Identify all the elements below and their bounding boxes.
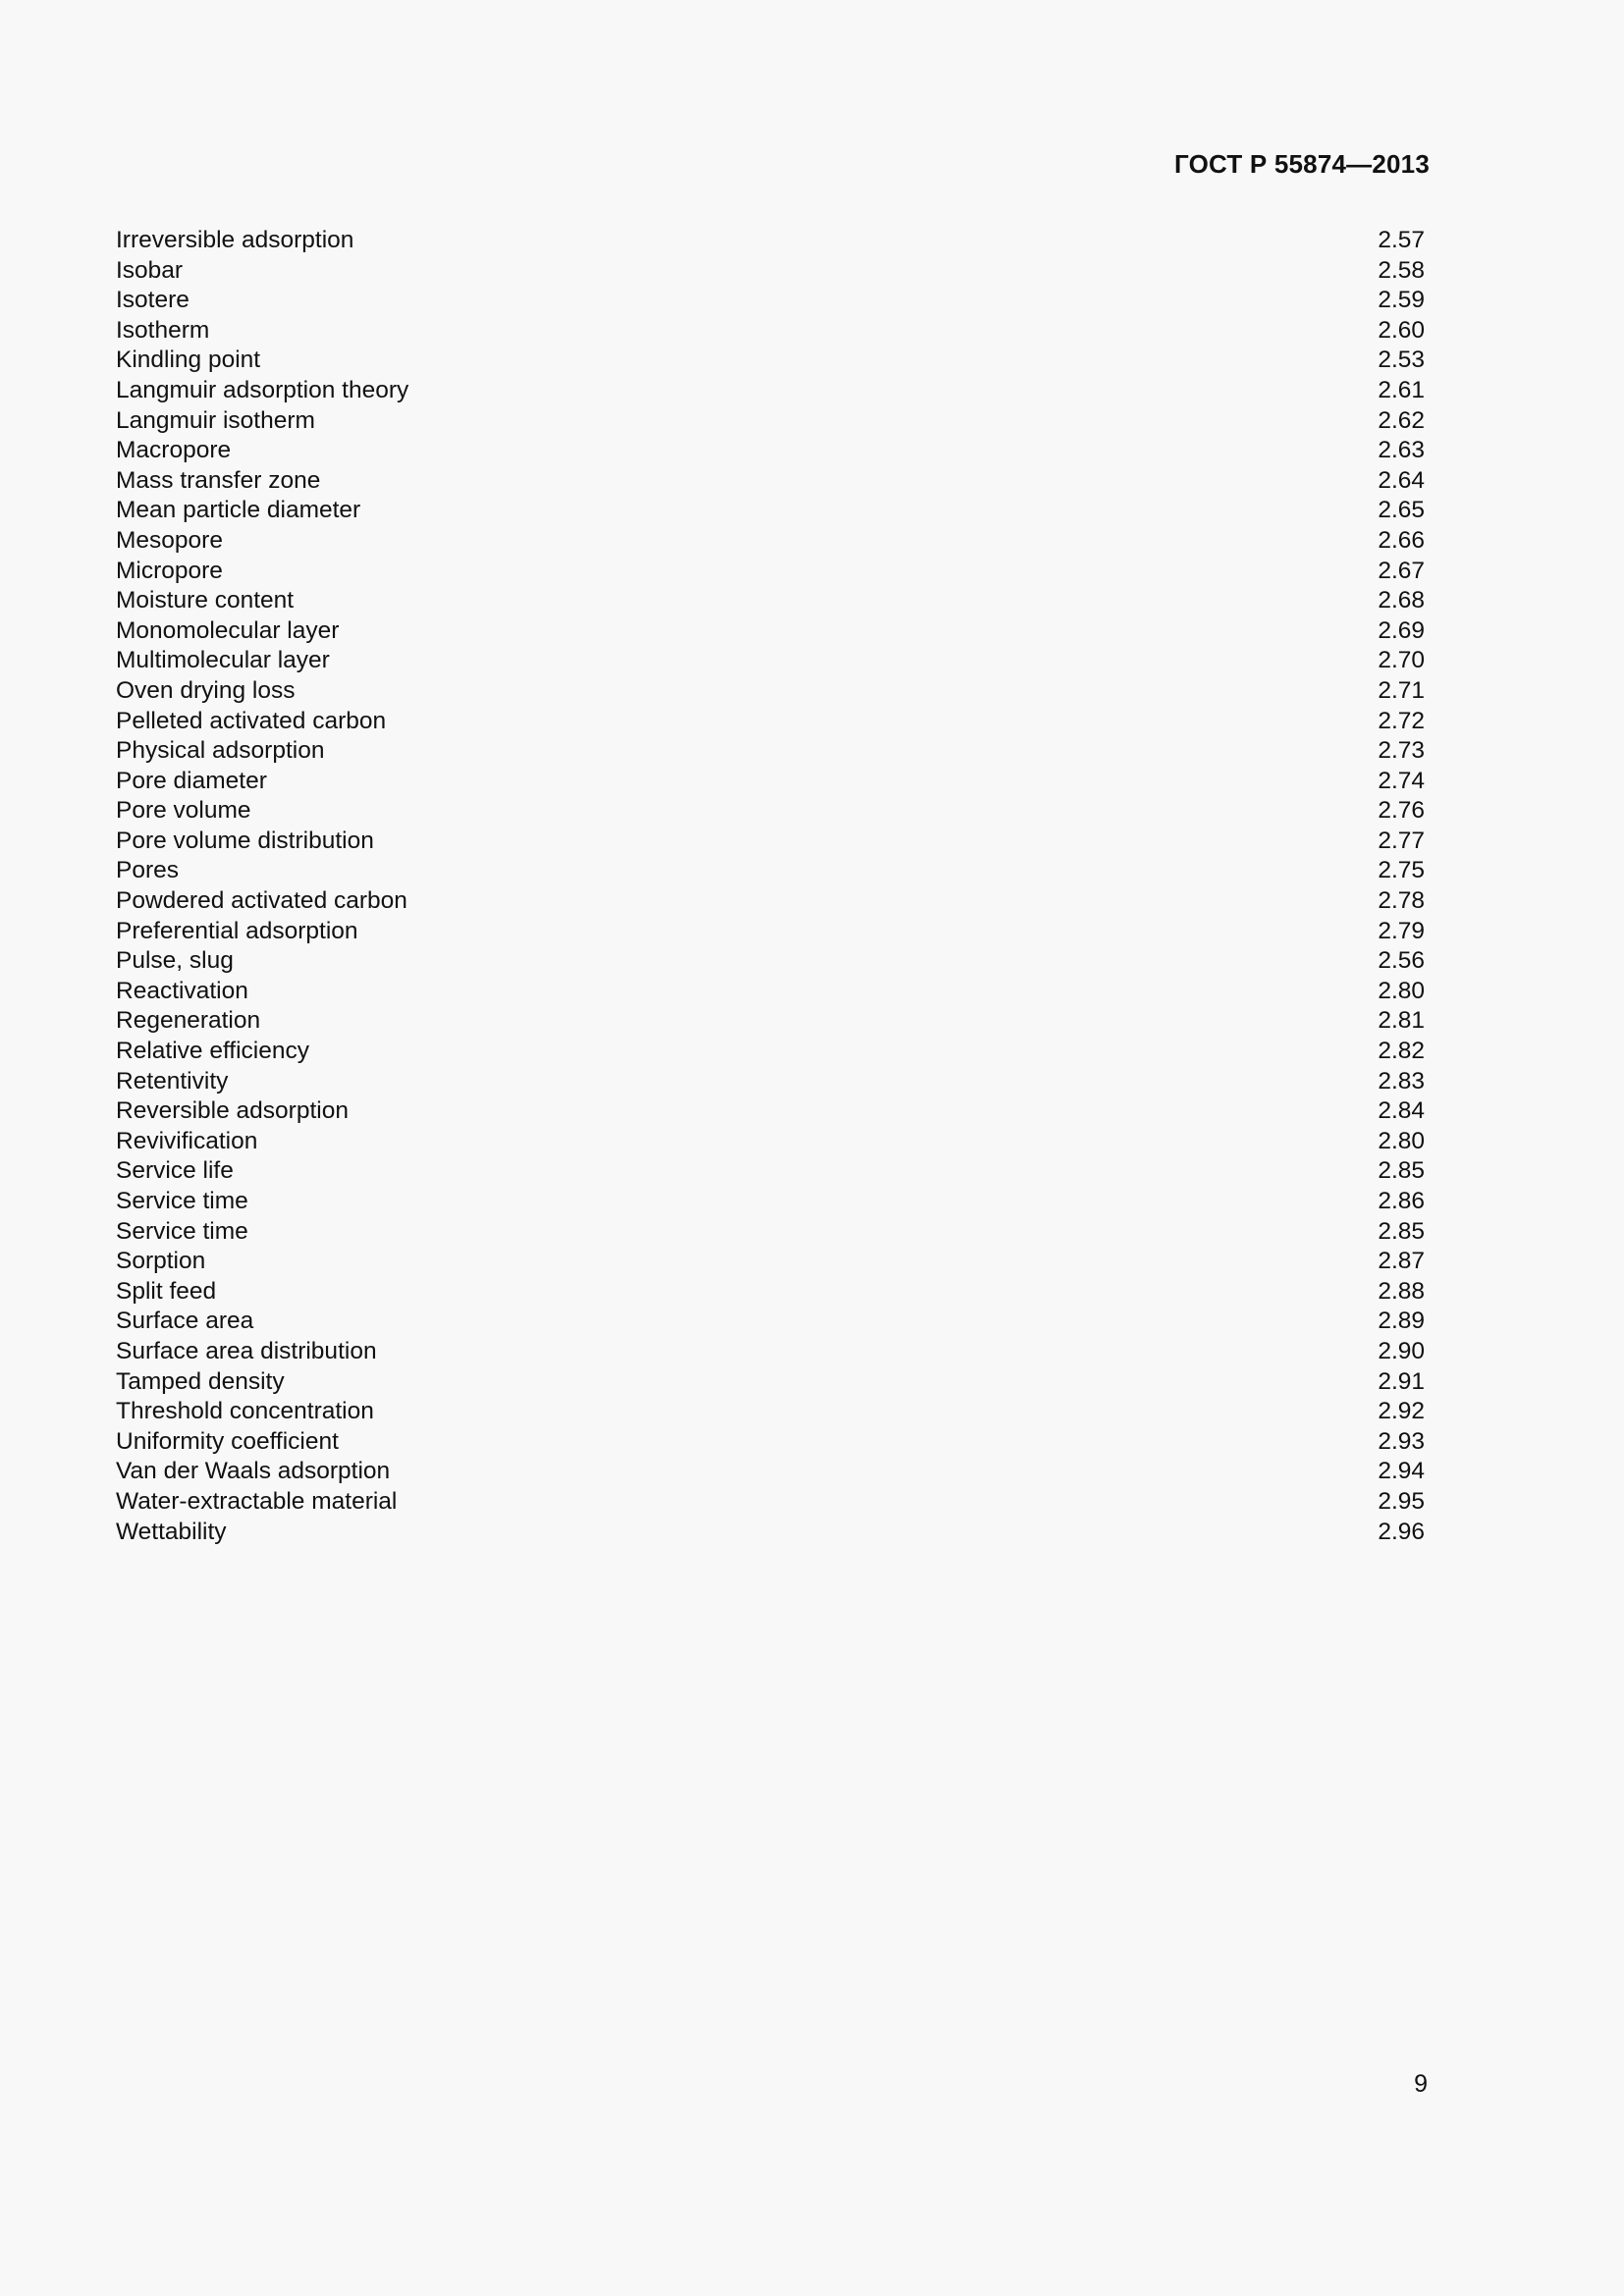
index-entry xyxy=(116,1277,1426,1308)
index-reference-number: 2.60 xyxy=(1378,316,1425,344)
index-reference-number: 2.87 xyxy=(1378,1248,1425,1275)
index-term: Van der Waals adsorption xyxy=(116,1458,391,1485)
index-entry xyxy=(116,586,1426,616)
index-reference-number: 2.63 xyxy=(1378,437,1425,464)
index-entry xyxy=(116,707,1426,737)
index-term: Pore volume distribution xyxy=(116,827,374,854)
index-reference-number: 2.67 xyxy=(1378,557,1425,584)
index-term: Wettability xyxy=(116,1518,227,1545)
index-reference-number: 2.82 xyxy=(1378,1038,1425,1065)
index-entry xyxy=(116,616,1426,647)
index-entry xyxy=(116,1217,1426,1248)
index-term: Retentivity xyxy=(116,1067,229,1095)
index-reference-number: 2.81 xyxy=(1378,1007,1425,1035)
index-reference-number: 2.66 xyxy=(1378,526,1425,554)
index-entry xyxy=(116,466,1426,497)
index-entry xyxy=(116,917,1426,947)
index-entry xyxy=(116,946,1426,977)
index-entry xyxy=(116,767,1426,797)
index-entry xyxy=(116,676,1426,707)
index-term: Reactivation xyxy=(116,977,248,1004)
index-reference-number: 2.86 xyxy=(1378,1188,1425,1214)
index-term: Relative efficiency xyxy=(116,1038,310,1065)
index-reference-number: 2.68 xyxy=(1378,587,1425,614)
index-term: Langmuir isotherm xyxy=(116,406,315,434)
index-entry xyxy=(116,1156,1426,1187)
index-reference-number: 2.90 xyxy=(1378,1337,1425,1364)
index-term: Threshold concentration xyxy=(116,1398,374,1425)
index-term: Preferential adsorption xyxy=(116,917,358,944)
index-entry xyxy=(116,346,1426,376)
index-reference-number: 2.57 xyxy=(1378,227,1425,253)
index-entry xyxy=(116,1247,1426,1277)
index-entry xyxy=(116,1006,1426,1037)
index-entry xyxy=(116,436,1426,466)
index-entry xyxy=(116,1487,1426,1518)
index-reference-number: 2.84 xyxy=(1378,1097,1425,1125)
index-reference-number: 2.53 xyxy=(1378,347,1425,374)
index-reference-number: 2.85 xyxy=(1378,1157,1425,1185)
index-term: Surface area xyxy=(116,1308,254,1335)
index-entry xyxy=(116,1096,1426,1127)
index-term: Kindling point xyxy=(116,347,261,374)
index-reference-number: 2.94 xyxy=(1378,1458,1425,1485)
index-reference-number: 2.73 xyxy=(1378,737,1425,765)
index-entry xyxy=(116,376,1426,406)
index-reference-number: 2.70 xyxy=(1378,647,1425,674)
index-reference-number: 2.56 xyxy=(1378,947,1425,975)
index-entry xyxy=(116,1367,1426,1398)
index-entry xyxy=(116,526,1426,557)
index-term: Uniformity coefficient xyxy=(116,1427,339,1455)
index-term: Regeneration xyxy=(116,1007,261,1035)
index-reference-number: 2.74 xyxy=(1378,767,1425,794)
index-entry xyxy=(116,1127,1426,1157)
index-term: Isotherm xyxy=(116,316,210,344)
index-reference-number: 2.83 xyxy=(1378,1067,1425,1095)
index-term: Multimolecular layer xyxy=(116,647,330,674)
index-entry xyxy=(116,736,1426,767)
index-term: Irreversible adsorption xyxy=(116,227,354,253)
index-reference-number: 2.71 xyxy=(1378,676,1425,704)
index-entry xyxy=(116,496,1426,526)
index-reference-number: 2.89 xyxy=(1378,1308,1425,1335)
index-term: Micropore xyxy=(116,557,223,584)
index-reference-number: 2.69 xyxy=(1378,616,1425,644)
index-entry xyxy=(116,1427,1426,1458)
index-term: Powdered activated carbon xyxy=(116,887,407,915)
index-term: Split feed xyxy=(116,1277,217,1305)
index-reference-number: 2.80 xyxy=(1378,1127,1425,1154)
index-reference-number: 2.61 xyxy=(1378,376,1425,403)
index-reference-number: 2.78 xyxy=(1378,887,1425,915)
index-term: Oven drying loss xyxy=(116,676,296,704)
index-entry xyxy=(116,226,1426,256)
index-reference-number: 2.93 xyxy=(1378,1427,1425,1455)
index-term: Moisture content xyxy=(116,587,295,614)
index-term: Pores xyxy=(116,857,180,884)
index-reference-number: 2.64 xyxy=(1378,466,1425,494)
index-entry xyxy=(116,646,1426,676)
index-entry xyxy=(116,1037,1426,1067)
index-term: Sorption xyxy=(116,1248,206,1275)
index-term: Pelleted activated carbon xyxy=(116,707,387,734)
page-number: 9 xyxy=(1414,2070,1428,2098)
index-entry xyxy=(116,286,1426,316)
index-term: Pulse, slug xyxy=(116,947,234,975)
index-reference-number: 2.79 xyxy=(1378,917,1425,944)
index-entry xyxy=(116,406,1426,437)
index-term: Macropore xyxy=(116,437,232,464)
index-term: Isobar xyxy=(116,256,184,284)
index-term: Reversible adsorption xyxy=(116,1097,349,1125)
index-term: Mass transfer zone xyxy=(116,466,321,494)
index-reference-number: 2.58 xyxy=(1378,256,1425,284)
index-term: Revivification xyxy=(116,1127,258,1154)
index-entry xyxy=(116,256,1426,287)
index-reference-number: 2.65 xyxy=(1378,497,1425,524)
index-entry xyxy=(116,557,1426,587)
index-term: Service time xyxy=(116,1188,248,1214)
index-reference-number: 2.76 xyxy=(1378,797,1425,825)
index-reference-number: 2.72 xyxy=(1378,707,1425,734)
index-entry xyxy=(116,1518,1426,1548)
index-entry xyxy=(116,1397,1426,1427)
index-term: Surface area distribution xyxy=(116,1337,377,1364)
index-reference-number: 2.85 xyxy=(1378,1217,1425,1245)
alphabetical-term-index xyxy=(116,226,1426,1547)
index-reference-number: 2.75 xyxy=(1378,857,1425,884)
index-term: Monomolecular layer xyxy=(116,616,340,644)
index-reference-number: 2.92 xyxy=(1378,1398,1425,1425)
index-term: Water-extractable material xyxy=(116,1487,398,1515)
index-term: Physical adsorption xyxy=(116,737,325,765)
index-reference-number: 2.91 xyxy=(1378,1367,1425,1395)
index-entry xyxy=(116,1307,1426,1337)
index-entry xyxy=(116,796,1426,827)
index-entry xyxy=(116,886,1426,917)
index-reference-number: 2.80 xyxy=(1378,977,1425,1004)
index-term: Isotere xyxy=(116,287,189,314)
index-term: Langmuir adsorption theory xyxy=(116,376,409,403)
index-term: Pore volume xyxy=(116,797,251,825)
index-reference-number: 2.88 xyxy=(1378,1277,1425,1305)
document-header-code: ГОСТ Р 55874—2013 xyxy=(1174,149,1430,179)
index-entry xyxy=(116,856,1426,886)
index-entry xyxy=(116,316,1426,347)
index-term: Service time xyxy=(116,1217,248,1245)
index-term: Mean particle diameter xyxy=(116,497,361,524)
index-reference-number: 2.62 xyxy=(1378,406,1425,434)
index-reference-number: 2.95 xyxy=(1378,1487,1425,1515)
index-entry xyxy=(116,1337,1426,1367)
index-entry xyxy=(116,1457,1426,1487)
index-entry xyxy=(116,1187,1426,1217)
index-term: Mesopore xyxy=(116,526,223,554)
index-reference-number: 2.96 xyxy=(1378,1518,1425,1545)
index-term: Tamped density xyxy=(116,1367,285,1395)
index-reference-number: 2.77 xyxy=(1378,827,1425,854)
index-term: Service life xyxy=(116,1157,234,1185)
index-entry xyxy=(116,977,1426,1007)
index-entry xyxy=(116,827,1426,857)
index-term: Pore diameter xyxy=(116,767,267,794)
index-entry xyxy=(116,1067,1426,1097)
index-reference-number: 2.59 xyxy=(1378,287,1425,314)
